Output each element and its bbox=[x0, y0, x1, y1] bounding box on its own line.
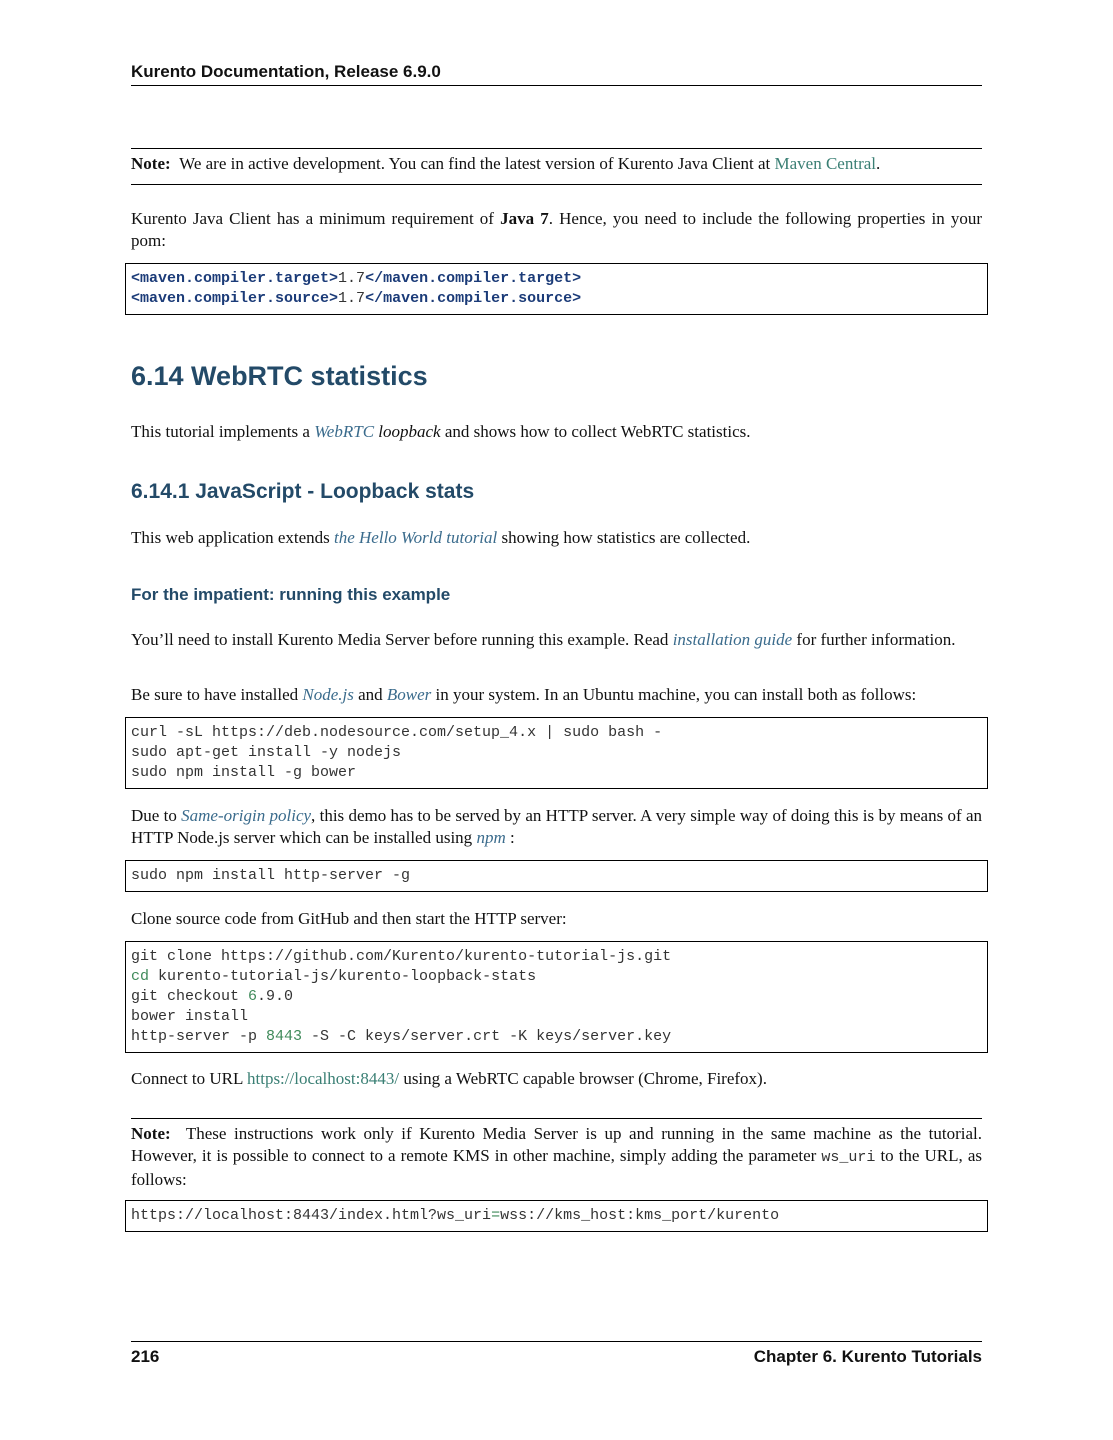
code-operator: = bbox=[491, 1207, 501, 1224]
xml-tag: </maven.compiler.target> bbox=[365, 270, 582, 287]
inline-code: ws_uri bbox=[821, 1149, 876, 1166]
code-line: sudo npm install -g bower bbox=[131, 764, 357, 781]
text: These instructions work only if Kurento Media Server is up and running in the same machine as the tutorial. However, it is possible to connect to a remote KMS in other machine, simply adding the parameter bbox=[131, 1124, 982, 1165]
note-maven bbox=[131, 153, 982, 175]
nodejs-link[interactable]: Node.js bbox=[302, 685, 354, 704]
pom-code-block bbox=[125, 263, 988, 315]
code-line: sudo npm install http-server -g bbox=[131, 867, 411, 884]
code-line: git clone https://github.com/Kurento/kurento-tutorial-js.git bbox=[131, 948, 672, 965]
tutorial-intro-paragraph bbox=[131, 421, 982, 443]
localhost-link[interactable]: https://localhost:8443/ bbox=[247, 1069, 400, 1088]
ws-uri-code-block bbox=[125, 1200, 988, 1232]
same-origin-link[interactable]: Same-origin policy bbox=[181, 806, 312, 825]
note-rule-top bbox=[131, 148, 982, 149]
text: Connect to URL bbox=[131, 1069, 247, 1088]
install-code-block bbox=[125, 717, 988, 789]
same-origin-paragraph bbox=[131, 805, 982, 849]
text: and shows how to collect WebRTC statistics. bbox=[440, 422, 751, 441]
code-line: -S -C keys/server.crt -K keys/server.key bbox=[302, 1028, 672, 1045]
note-rule-bottom bbox=[131, 184, 982, 185]
install-kms-paragraph bbox=[131, 629, 982, 651]
code-line: bower install bbox=[131, 1008, 249, 1025]
code-line: https://localhost:8443/index.html?ws_uri bbox=[131, 1207, 492, 1224]
npm-link[interactable]: npm bbox=[476, 828, 506, 847]
clone-code-block bbox=[125, 941, 988, 1053]
webrtc-link[interactable]: WebRTC bbox=[314, 422, 375, 441]
subsection-heading: 6.14.1 JavaScript - Loopback stats bbox=[131, 480, 475, 503]
chapter-title: Chapter 6. Kurento Tutorials bbox=[753, 1347, 982, 1366]
java-requirement-paragraph bbox=[131, 208, 982, 252]
page-number: 216 bbox=[131, 1347, 160, 1366]
text: Due to bbox=[131, 806, 182, 825]
section-heading: 6.14 WebRTC statistics bbox=[131, 361, 428, 391]
hello-world-link[interactable]: the Hello World tutorial bbox=[334, 528, 498, 547]
maven-central-link[interactable]: Maven Central bbox=[774, 154, 877, 173]
note-label: Note: bbox=[131, 1124, 171, 1143]
text: to the URL, as follows: bbox=[131, 1146, 982, 1189]
code-line: sudo apt-get install -y nodejs bbox=[131, 744, 402, 761]
http-server-code-block bbox=[125, 860, 988, 892]
text: and bbox=[353, 685, 387, 704]
running-header: Kurento Documentation, Release 6.9.0 bbox=[131, 62, 982, 86]
bower-link[interactable]: Bower bbox=[386, 685, 432, 704]
text: showing how statistics are collected. bbox=[497, 528, 751, 547]
text: Kurento Java Client has a minimum requirement of bbox=[131, 209, 501, 228]
prereq-paragraph bbox=[131, 684, 982, 706]
code-line: http-server -p bbox=[131, 1028, 267, 1045]
code-line: .9.0 bbox=[257, 988, 294, 1005]
xml-tag: </maven.compiler.source> bbox=[365, 290, 582, 307]
code-line: wss://kms_host:kms_port/kurento bbox=[500, 1207, 780, 1224]
note-rule-top bbox=[131, 1118, 982, 1119]
xml-tag: <maven.compiler.target> bbox=[131, 270, 339, 287]
text: . Hence, you need to include the following properties in your pom: bbox=[131, 209, 983, 250]
text: You’ll need to install Kurento Media Server before running this example. Read bbox=[131, 630, 673, 649]
note-remote-kms bbox=[131, 1123, 982, 1191]
code-number: 8443 bbox=[266, 1028, 303, 1045]
installation-guide-link[interactable]: installation guide bbox=[672, 630, 793, 649]
code-line: git checkout bbox=[131, 988, 249, 1005]
subsubsection-heading: For the impatient: running this example bbox=[131, 585, 451, 604]
text: , this demo has to be served by an HTTP server. A very simple way of doing this is by means of an HTTP Node.js server which can be installed using bbox=[131, 806, 982, 847]
xml-tag: <maven.compiler.source> bbox=[131, 290, 339, 307]
page-footer bbox=[131, 1341, 982, 1367]
xml-value: 1.7 bbox=[338, 290, 366, 307]
text: for further information. bbox=[792, 630, 956, 649]
clone-paragraph: Clone source code from GitHub and then start the HTTP server: bbox=[131, 909, 567, 928]
code-line: kurento-tutorial-js/kurento-loopback-stats bbox=[149, 968, 537, 985]
note-end: . bbox=[876, 154, 881, 173]
note-text: We are in active development. You can find the latest version of Kurento Java Client at bbox=[179, 154, 775, 173]
code-number: 6 bbox=[248, 988, 258, 1005]
text: Be sure to have installed bbox=[131, 685, 303, 704]
text: This tutorial implements a bbox=[131, 422, 315, 441]
connect-url-paragraph bbox=[131, 1068, 982, 1090]
code-keyword: cd bbox=[131, 968, 150, 985]
text: in your system. In an Ubuntu machine, you can install both as follows: bbox=[431, 685, 917, 704]
loopback-emphasis: loopback bbox=[378, 422, 441, 441]
note-label: Note: bbox=[131, 154, 171, 173]
text: : bbox=[505, 828, 515, 847]
xml-value: 1.7 bbox=[338, 270, 366, 287]
text: using a WebRTC capable browser (Chrome, Firefox). bbox=[399, 1069, 767, 1088]
hello-world-paragraph bbox=[131, 527, 982, 549]
code-line: curl -sL https://deb.nodesource.com/setup_4.x | sudo bash - bbox=[131, 724, 663, 741]
java-version: Java 7 bbox=[500, 209, 549, 228]
text: This web application extends bbox=[131, 528, 335, 547]
